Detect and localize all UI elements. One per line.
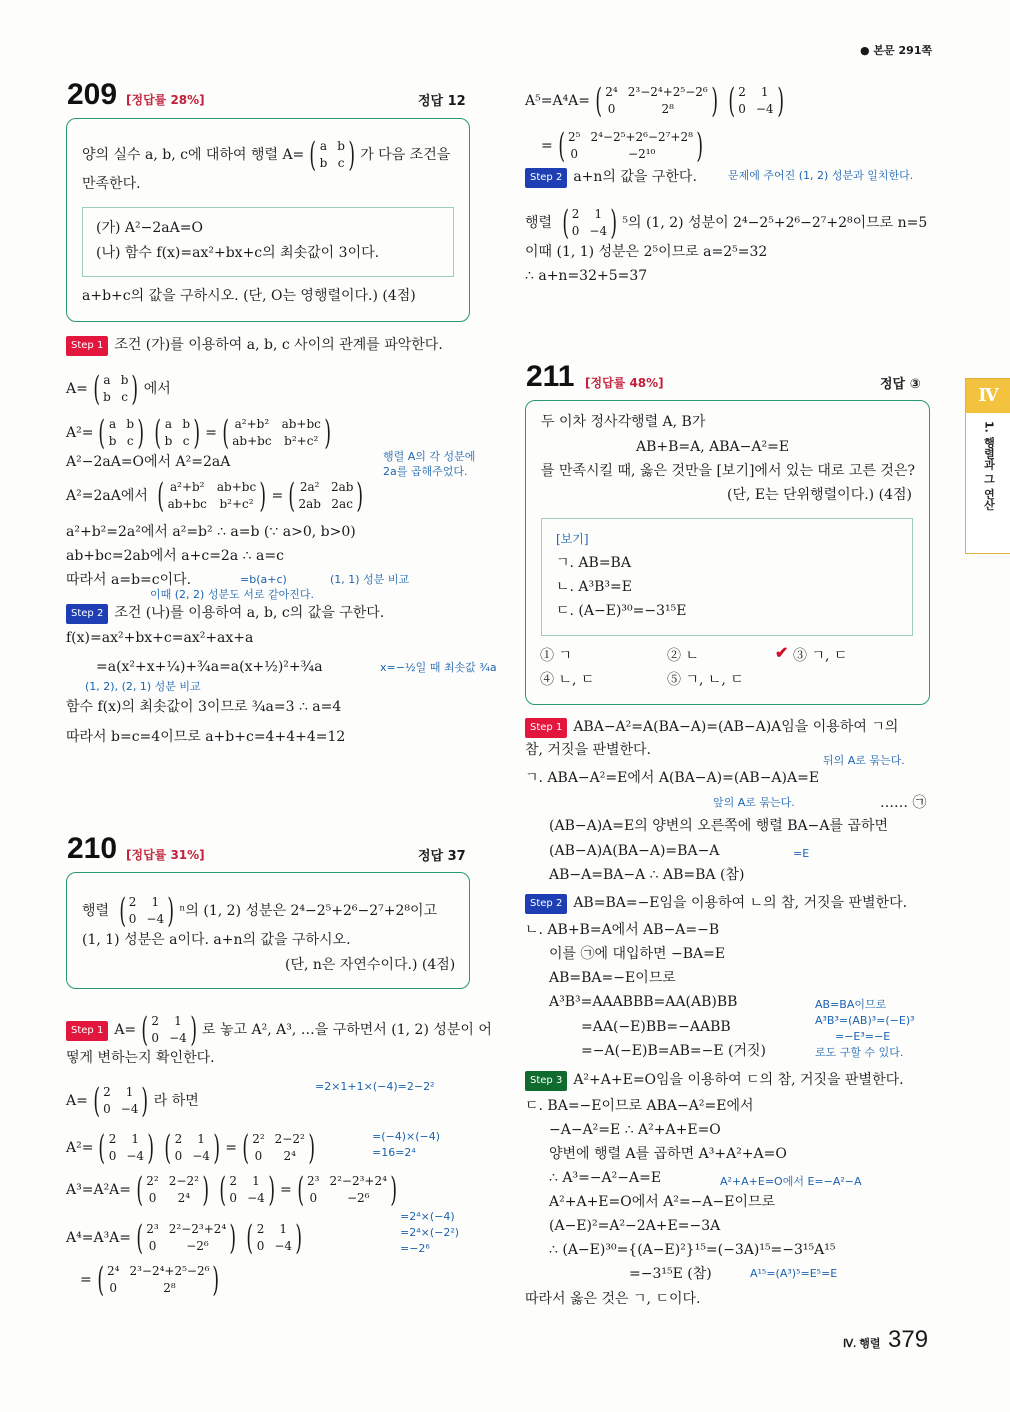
step-text: A= ( 2 1 0 −4 ) 로 놓고 A², A³, …을 구하면서 (1, 2) 성분이 어 <box>114 1010 492 1050</box>
correct-rate: [정답률 48%] <box>585 376 664 390</box>
solution-line: f(x)=ax²+bx+c=ax²+ax+a <box>66 630 254 646</box>
problem-number: 209 <box>67 78 118 111</box>
annotation: 2a를 곱해주었다. <box>383 465 468 478</box>
matrix: ( a²+b² ab+bc ab+bc b²+c² ) <box>157 476 267 516</box>
matrix: ( 2² 2−2² 0 2⁴ ) <box>136 1170 209 1210</box>
bogi-item: ㄷ. (A−E)³⁰=−3¹⁵E <box>556 603 687 619</box>
matrix: ( a b b c ) <box>93 369 139 409</box>
annotation: =b(a+c) <box>240 573 287 586</box>
answer: 정답 ③ <box>880 377 921 392</box>
matrix: ( 2² 2−2² 0 2⁴ ) <box>242 1128 315 1168</box>
matrix: ( 2 1 0 −4 ) <box>93 1081 149 1121</box>
choice-selected[interactable] <box>775 643 848 665</box>
correct-rate: [정답률 28%] <box>126 93 205 107</box>
solution-line: A²=2aA에서 ( a²+b² ab+bc ab+bc b²+c² ) = ( 2a² 2ab 2ab 2ac ) <box>66 479 369 513</box>
step-text: 조건 (가)를 이용하여 a, b, c 사이의 관계를 파악한다. <box>114 337 443 353</box>
step-badge: Step 2 <box>66 604 108 624</box>
solution-line: A²= ( a b b c ) ( a b b c ) = ( a²+b² ab+bc ab+bc b²+c² ) <box>66 416 336 450</box>
solution-line: =−A(−E)B=AB=−E (거짓) <box>581 1043 766 1059</box>
choice-label: ③ ㄱ, ㄷ <box>793 648 848 664</box>
solution-line: A⁵=A⁴A= ( 2⁴ 2³−2⁴+2⁵−2⁶ 0 2⁸ ) ( 2 1 0 −4 ) <box>525 84 789 118</box>
condition: (나) 함수 f(x)=ax²+bx+c의 최솟값이 3이다. <box>96 245 380 261</box>
matrix: ( a²+b² ab+bc ab+bc b²+c² ) <box>222 413 331 453</box>
matrix: ( 2⁴ 2³−2⁴+2⁵−2⁶ 0 2⁸ ) <box>97 1260 220 1300</box>
equation-tag: …… ㉠ <box>880 795 927 811</box>
solution-line: 양변에 행렬 A를 곱하면 A³+A²+A=O <box>549 1146 787 1162</box>
step-badge: Step 1 <box>525 718 567 738</box>
correct-rate: [정답률 31%] <box>126 848 205 862</box>
problem-text: 행렬 ( 2 1 0 −4 ) ⁿ의 (1, 2) 성분은 2⁴−2⁵+2⁶−2⁷+2⁸이고 <box>82 891 438 931</box>
step-badge: Step 1 <box>66 336 108 356</box>
solution-line: =−3¹⁵E (참) <box>629 1266 712 1282</box>
annotation: 앞의 A로 묶는다. <box>713 796 795 809</box>
conclusion: 따라서 옳은 것은 ㄱ, ㄷ이다. <box>525 1291 701 1307</box>
matrix: ( 2 1 0 −4 ) <box>728 81 784 121</box>
solution-line: A= ( a b b c ) 에서 <box>66 369 171 409</box>
problem-text: 만족한다. <box>82 176 141 192</box>
annotation: 문제에 주어진 (1, 2) 성분과 일치한다. <box>728 169 914 182</box>
step-badge: Step 2 <box>525 894 567 914</box>
solution-line: ㄱ. ABA−A²=E에서 A(BA−A)=(AB−A)A=E <box>525 770 820 786</box>
solution-line: A²+A+E=O에서 A²=−A−E이므로 <box>549 1194 776 1210</box>
solution-line: (AB−A)A(BA−A)=BA−A <box>549 843 720 859</box>
solution-line: 따라서 a=b=c이다. <box>66 572 192 588</box>
problem-text: 두 이차 정사각행렬 A, B가 <box>541 414 706 430</box>
solution-line: =AA(−E)BB=−AABB <box>581 1019 731 1035</box>
annotation: =2⁴×(−2²) <box>400 1226 460 1239</box>
bogi-item: ㄱ. AB=BA <box>556 555 631 571</box>
answer: 정답 12 <box>418 94 466 109</box>
solution-line: ㄴ. AB+B=A에서 AB−A=−B <box>525 922 720 938</box>
matrix: ( a b b c ) <box>154 413 200 453</box>
bogi-title: [보기] <box>556 532 589 546</box>
choice[interactable]: ① ㄱ <box>540 648 572 664</box>
matrix: ( 2a² 2ab 2ab 2ac ) <box>288 476 364 516</box>
solution-line: A²= ( 2 1 0 −4 ) ( 2 1 0 −4 ) = ( 2² 2−2² 0 2⁴ ) <box>66 1131 320 1165</box>
solution-line: ∴ A³=−A²−A=E <box>549 1170 662 1186</box>
solution-line: AB−A=BA−A ∴ AB=BA (참) <box>549 867 745 883</box>
matrix: ( 2 1 0 −4 ) <box>561 203 618 243</box>
annotation: =−2⁶ <box>400 1242 430 1255</box>
problem-number: 211 <box>526 360 575 393</box>
answer: 정답 37 <box>418 849 466 864</box>
annotation: 이때 (2, 2) 성분도 서로 같아진다. <box>150 588 314 601</box>
step-text: 떻게 변하는지 확인한다. <box>66 1050 215 1066</box>
problem-text: (1, 1) 성분은 a이다. a+n의 값을 구하시오. <box>82 932 351 948</box>
matrix: ( a b b c ) <box>98 413 145 453</box>
solution-line: ∴ (A−E)³⁰={(A−E)²}¹⁵=(−3A)¹⁵=−3¹⁵A¹⁵ <box>549 1242 836 1258</box>
matrix: ( 2³ 2²−2³+2⁴ 0 −2⁶ ) <box>297 1170 397 1210</box>
matrix: ( 2⁵ 2⁴−2⁵+2⁶−2⁷+2⁸ 0 −2¹⁰ ) <box>558 126 703 166</box>
step-badge: Step 3 <box>525 1071 567 1091</box>
problem-number: 210 <box>67 832 118 865</box>
annotation: =−E³=−E <box>835 1030 891 1043</box>
annotation: (1, 1) 성분 비교 <box>330 573 410 586</box>
problem-text: (단, E는 단위행렬이다.) (4점) <box>727 487 912 503</box>
annotation: =(−4)×(−4) <box>372 1130 441 1143</box>
solution-line: (AB−A)A=E의 양변의 오른쪽에 행렬 BA−A를 곱하면 <box>549 818 889 834</box>
solution-line: =a(x²+x+¼)+¾a=a(x+½)²+¾a <box>96 659 323 675</box>
solution-line: 행렬 ( 2 1 0 −4 ) ⁵의 (1, 2) 성분이 2⁴−2⁵+2⁶−2⁷+2⁸이므로 n=5 <box>525 203 928 243</box>
annotation: 행렬 A의 각 성분에 <box>383 450 476 463</box>
matrix: ( 2 1 0 −4 ) <box>246 1218 303 1258</box>
solution-line: A⁴=A³A= ( 2³ 2²−2³+2⁴ 0 −2⁶ ) ( 2 1 0 −4 ) <box>66 1221 307 1255</box>
solution-line: a²+b²=2a²에서 a²=b² ∴ a=b (∵ a>0, b>0) <box>66 524 356 540</box>
matrix: ( a b b c ) <box>309 135 355 175</box>
annotation: =16=2⁴ <box>372 1146 416 1159</box>
step-badge: Step 1 <box>66 1021 108 1041</box>
problem-question: a+b+c의 값을 구하시오. (단, O는 영행렬이다.) (4점) <box>82 288 416 304</box>
step-text: a+n의 값을 구한다. <box>573 169 697 185</box>
problem-text: AB+B=A, ABA−A²=E <box>636 439 790 455</box>
solution-line: A³=A²A= ( 2² 2−2² 0 2⁴ ) ( 2 1 0 −4 ) = ( 2³ 2²−2³+2⁴ 0 −2⁶ ) <box>66 1173 402 1207</box>
annotation: AB=BA이므로 <box>815 998 887 1011</box>
solution-line: A= ( 2 1 0 −4 ) 라 하면 <box>66 1081 199 1121</box>
step-text: AB=BA=−E임을 이용하여 ㄴ의 참, 거짓을 판별한다. <box>573 895 908 911</box>
annotation: A³B³=(AB)³=(−E)³ <box>815 1014 915 1027</box>
annotation: (1, 2), (2, 1) 성분 비교 <box>85 680 201 693</box>
solution-line: A²−2aA=O에서 A²=2aA <box>66 454 231 470</box>
matrix: ( 2 1 0 −4 ) <box>164 1128 220 1168</box>
chapter-side-tab[interactable] <box>965 378 1010 554</box>
annotation: A¹⁵=(A³)⁵=E⁵=E <box>750 1267 838 1280</box>
condition-box <box>82 207 454 277</box>
solution-line: = ( 2⁵ 2⁴−2⁵+2⁶−2⁷+2⁸ 0 −2¹⁰ ) <box>541 129 708 163</box>
matrix: ( 2 1 0 −4 ) <box>141 1010 197 1050</box>
solution-line: ㄷ. BA=−E이므로 ABA−A²=E에서 <box>525 1098 754 1114</box>
solution-line: (A−E)²=A²−2A+E=−3A <box>549 1218 721 1234</box>
step-text: 참, 거짓을 판별한다. <box>525 742 651 758</box>
step-badge: Step 2 <box>525 168 567 188</box>
page-number: 379 <box>888 1326 929 1353</box>
solution-line: 이를 ㉠에 대입하면 −BA=E <box>549 946 726 962</box>
annotation: A²+A+E=O에서 E=−A²−A <box>720 1175 862 1188</box>
solution-line: A³B³=AAABBB=AA(AB)BB <box>549 994 738 1010</box>
annotation: =2×1+1×(−4)=2−2² <box>315 1080 435 1093</box>
problem-text: (단, n은 자연수이다.) (4점) <box>285 957 456 973</box>
matrix: ( 2⁴ 2³−2⁴+2⁵−2⁶ 0 2⁸ ) <box>595 81 718 121</box>
solution-line: AB=BA=−E이므로 <box>549 970 676 986</box>
choice[interactable]: ⑤ ㄱ, ㄴ, ㄷ <box>667 672 744 688</box>
annotation: =E <box>793 847 810 860</box>
step-text: ABA−A²=A(BA−A)=(AB−A)A임을 이용하여 ㄱ의 <box>573 719 899 735</box>
problem-text: 양의 실수 a, b, c에 대하여 행렬 A= ( a b b c ) 가 다음 조건을 <box>82 135 451 175</box>
footer-chapter: Ⅳ. 행렬 <box>843 1338 881 1350</box>
annotation: =2⁴×(−4) <box>400 1210 455 1223</box>
choice[interactable]: ④ ㄴ, ㄷ <box>540 672 595 688</box>
solution-line: = ( 2⁴ 2³−2⁴+2⁵−2⁶ 0 2⁸ ) <box>80 1263 225 1297</box>
solution-line: 이때 (1, 1) 성분은 2⁵이므로 a=2⁵=32 <box>525 244 768 260</box>
solution-line: 따라서 b=c=4이므로 a+b+c=4+4+4=12 <box>66 729 346 745</box>
solution-line: −A−A²=E ∴ A²+A+E=O <box>549 1122 721 1138</box>
problem-text: 를 만족시킬 때, 옳은 것만을 [보기]에서 있는 대로 고른 것은? <box>541 463 915 479</box>
annotation: x=−½일 때 최솟값 ¾a <box>380 661 497 674</box>
page-reference: ● 본문 291쪽 <box>860 44 933 57</box>
solution-line: ab+bc=2ab에서 a+c=2a ∴ a=c <box>66 548 284 564</box>
matrix: ( 2 1 0 −4 ) <box>98 1128 155 1168</box>
chapter-title: 1. 행렬과 그 연산 <box>982 421 996 511</box>
matrix: ( 2 1 0 −4 ) <box>219 1170 275 1210</box>
solution-line: 함수 f(x)의 최솟값이 3이므로 ¾a=3 ∴ a=4 <box>66 699 342 715</box>
matrix: ( 2³ 2²−2³+2⁴ 0 −2⁶ ) <box>136 1218 237 1258</box>
solution-line: ∴ a+n=32+5=37 <box>525 268 648 284</box>
choice[interactable]: ② ㄴ <box>667 648 699 664</box>
step-text: A²+A+E=O임을 이용하여 ㄷ의 참, 거짓을 판별한다. <box>573 1072 904 1088</box>
bogi-item: ㄴ. A³B³=E <box>556 579 632 595</box>
condition: (가) A²−2aA=O <box>96 220 203 236</box>
matrix: ( 2 1 0 −4 ) <box>118 891 175 931</box>
annotation: 뒤의 A로 묶는다. <box>823 754 905 767</box>
step-text: 조건 (나)를 이용하여 a, b, c의 값을 구한다. <box>114 605 385 621</box>
annotation: 로도 구할 수 있다. <box>815 1046 904 1059</box>
chapter-number: Ⅳ <box>966 379 1010 413</box>
check-icon: ✔ <box>775 643 789 662</box>
